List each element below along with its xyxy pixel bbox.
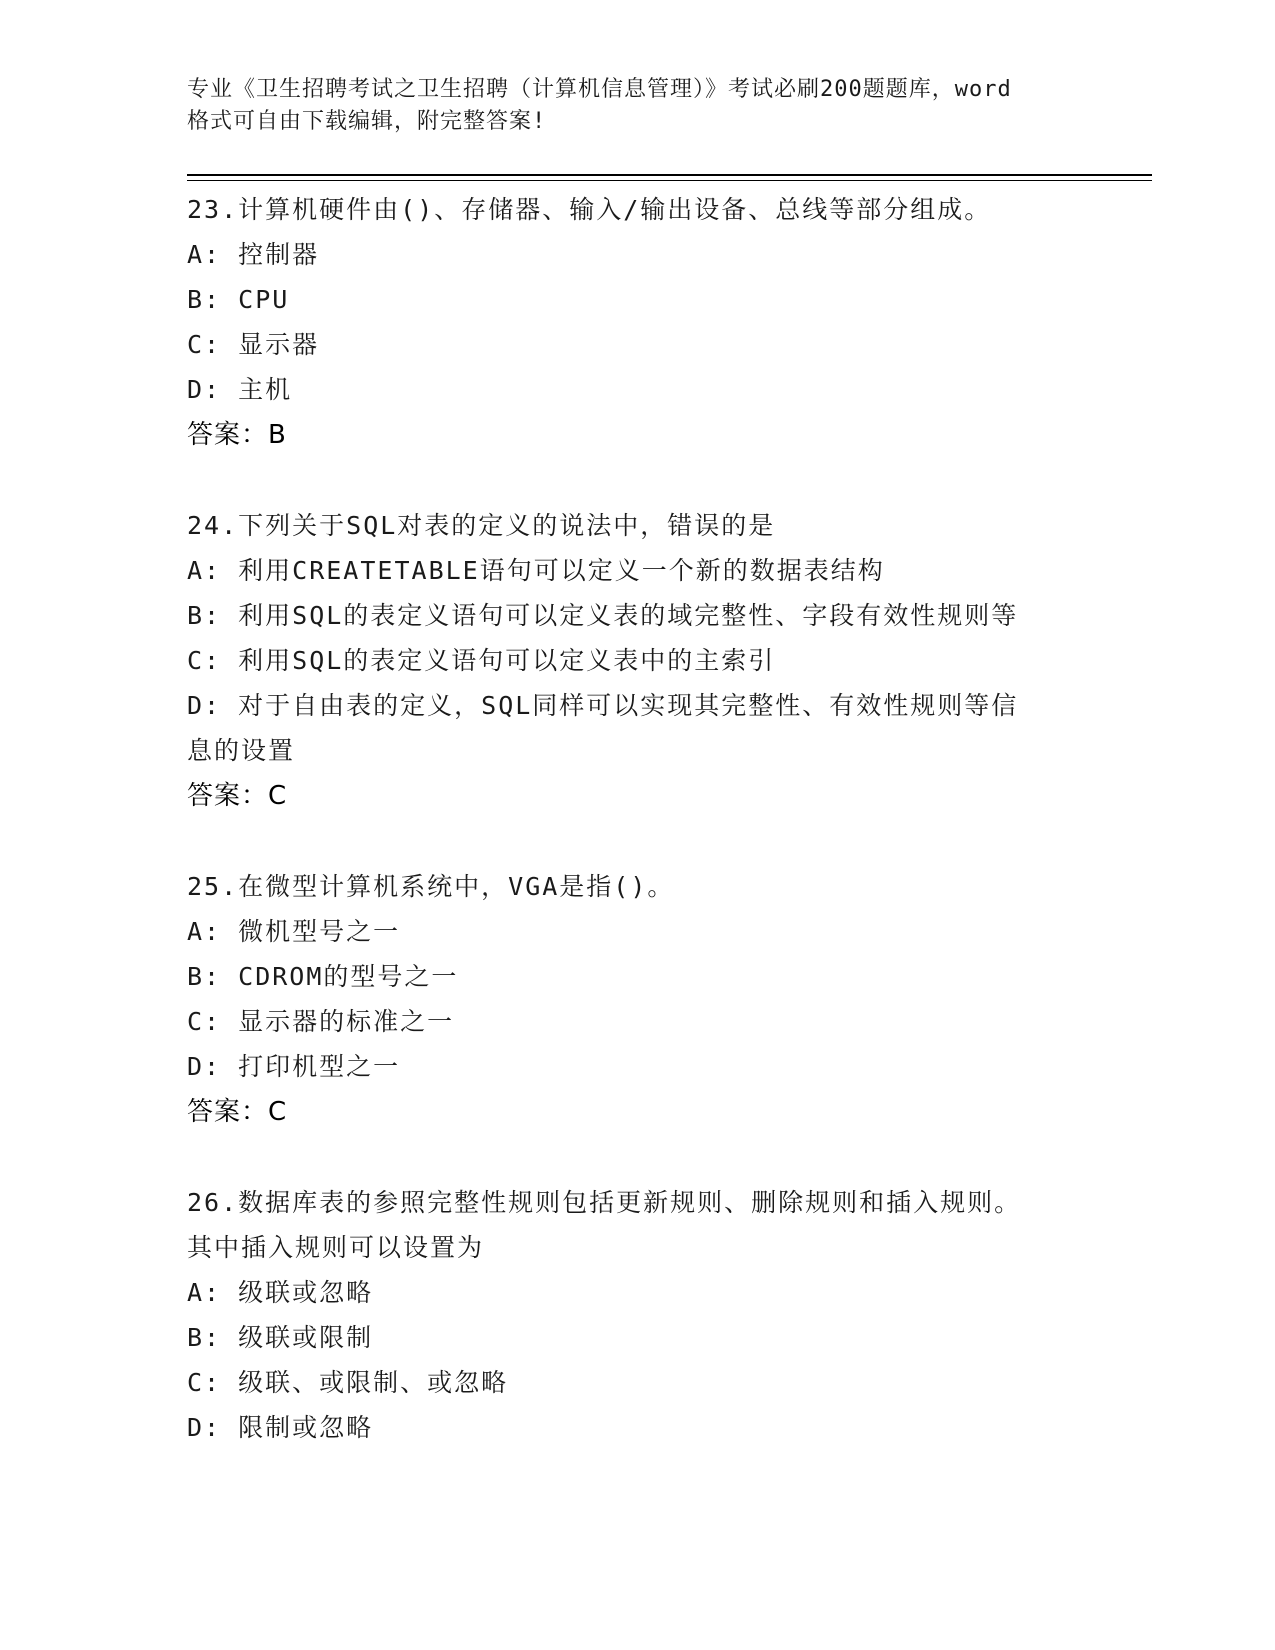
question-26 <box>187 1180 1087 1450</box>
option-d-continued: 息的设置 <box>187 736 296 765</box>
question-stem-continued: 其中插入规则可以设置为 <box>187 1233 485 1262</box>
option-c: C: 显示器的标准之一 <box>187 1007 455 1036</box>
header-line-1: 专业《卫生招聘考试之卫生招聘（计算机信息管理）》考试必刷200题题库，word <box>187 77 1012 102</box>
option-c: C: 级联、或限制、或忽略 <box>187 1368 509 1397</box>
header-divider-thin <box>187 180 1152 181</box>
option-b: B: CDROM的型号之一 <box>187 962 459 991</box>
option-a: A: 利用CREATETABLE语句可以定义一个新的数据表结构 <box>187 556 885 585</box>
option-d: D: 打印机型之一 <box>187 1052 401 1081</box>
question-25 <box>187 864 1087 1135</box>
option-b: B: 利用SQL的表定义语句可以定义表的域完整性、字段有效性规则等 <box>187 601 1019 630</box>
answer-line: 答案：B <box>187 420 287 450</box>
question-23 <box>187 187 1087 458</box>
answer-line: 答案：C <box>187 781 288 811</box>
header-line-2: 格式可自由下载编辑，附完整答案! <box>187 109 547 134</box>
option-c: C: 显示器 <box>187 330 320 359</box>
question-stem: 23.计算机硬件由()、存储器、输入/输出设备、总线等部分组成。 <box>187 195 992 224</box>
question-stem: 25.在微型计算机系统中，VGA是指()。 <box>187 872 675 901</box>
option-d: D: 对于自由表的定义，SQL同样可以实现其完整性、有效性规则等信 <box>187 691 1019 720</box>
option-b: B: 级联或限制 <box>187 1323 374 1352</box>
option-a: A: 微机型号之一 <box>187 917 401 946</box>
question-stem: 24.下列关于SQL对表的定义的说法中，错误的是 <box>187 511 776 540</box>
header-divider-thick <box>187 174 1152 176</box>
document-header <box>187 74 1087 138</box>
question-list <box>187 187 1087 1450</box>
question-24 <box>187 503 1087 819</box>
option-a: A: 级联或忽略 <box>187 1278 374 1307</box>
option-d: D: 限制或忽略 <box>187 1413 374 1442</box>
answer-line: 答案：C <box>187 1097 288 1127</box>
option-a: A: 控制器 <box>187 240 320 269</box>
option-b: B: CPU <box>187 285 290 314</box>
option-c: C: 利用SQL的表定义语句可以定义表中的主索引 <box>187 646 776 675</box>
question-stem: 26.数据库表的参照完整性规则包括更新规则、删除规则和插入规则。 <box>187 1188 1022 1217</box>
option-d: D: 主机 <box>187 375 293 404</box>
